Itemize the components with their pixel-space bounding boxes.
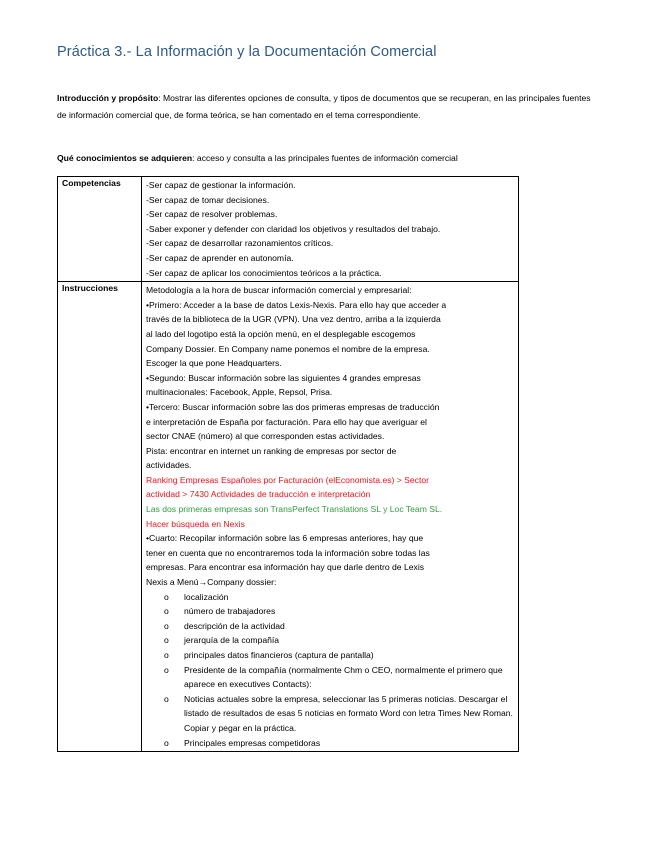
competencia-item: -Ser capaz de desarrollar razonamientos críticos.: [146, 238, 334, 249]
instruction-line: empresas. Para encontrar esa información hay que darle dentro de Lexis: [146, 562, 425, 573]
list-item: [164, 736, 515, 751]
instrucciones-label: Instrucciones: [58, 282, 142, 752]
list-item: [164, 633, 515, 648]
company-dossier-list: [146, 590, 515, 751]
bullet-o: o: [164, 591, 169, 602]
list-item-text: número de trabajadores: [184, 606, 276, 617]
bullet-o: o: [164, 606, 169, 617]
competencias-row: [58, 177, 519, 282]
list-item-text: descripción de la actividad: [184, 620, 285, 631]
instruction-line: Escoger la que pone Headquarters.: [146, 358, 282, 369]
bullet-o: o: [164, 737, 169, 748]
instrucciones-content: [142, 282, 519, 752]
instruction-line: •Primero: Acceder a la base de datos Lexis-Nexis. Para ello hay que acceder a: [146, 299, 447, 310]
list-item: [164, 648, 515, 663]
list-item-text: localización: [184, 591, 229, 602]
nexis-note-red: Hacer búsqueda en Nexis: [146, 518, 245, 529]
knowledge-text: : acceso y consulta a las principales fuentes de información comercial: [192, 153, 458, 163]
ranking-note-red: Ranking Empresas Españoles por Facturación (elEconomista.es) > Sector: [146, 474, 430, 485]
instruction-line: Pista: encontrar en internet un ranking de empresas por sector de: [146, 445, 397, 456]
competencia-item: -Ser capaz de aplicar los conocimientos teóricos a la práctica.: [146, 267, 382, 278]
instrucciones-row: [58, 282, 519, 752]
instruction-line: multinacionales: Facebook, Apple, Repsol, Prisa.: [146, 387, 333, 398]
instruction-line: •Cuarto: Recopilar información sobre las 6 empresas anteriores, hay que: [146, 533, 424, 544]
competencia-item: -Saber exponer y defender con claridad los objetivos y resultados del trabajo.: [146, 223, 441, 234]
competencias-content: [142, 177, 519, 282]
page-title: Práctica 3.- La Información y la Documentación Comercial: [57, 44, 437, 60]
knowledge-paragraph: [57, 150, 602, 167]
list-item-text: Presidente de la compañía (normalmente Chm o CEO, normalmente el primero que aparece en executives Contacts):: [184, 664, 503, 690]
list-item: [164, 663, 515, 692]
list-item-text: jerarquía de la compañía: [184, 635, 280, 646]
intro-label: Introducción y propósito: [57, 93, 159, 103]
instruction-line: •Segundo: Buscar información sobre las siguientes 4 grandes empresas: [146, 372, 421, 383]
list-item: [164, 604, 515, 619]
bullet-o: o: [164, 664, 169, 675]
instruction-line: sector CNAE (número) al que corresponden estas actividades.: [146, 431, 385, 442]
practice-table: [57, 176, 519, 752]
competencia-item: -Ser capaz de resolver problemas.: [146, 209, 278, 220]
list-item-text: principales datos financieros (captura de pantalla): [184, 650, 374, 660]
competencia-item: -Ser capaz de aprender en autonomía.: [146, 252, 294, 263]
instruction-line: través de la biblioteca de la UGR (VPN). Una vez dentro, arriba a la izquierda: [146, 314, 441, 325]
list-item: [164, 590, 515, 605]
list-item-text: Noticias actuales sobre la empresa, seleccionar las 5 primeras noticias. Descargar el listado de resultados de esas 5 noticias en formato Word con letra Times New Roman. Copiar y pegar en la práctica.: [184, 693, 513, 733]
list-item: [164, 619, 515, 634]
instruction-line: tener en cuenta que no encontraremos toda la información sobre todas las: [146, 547, 430, 558]
intro-text: : Mostrar las diferentes opciones de consulta, y tipos de documentos que se recuperan, en las principales fuentes de información comercial que, de forma teórica, se han comentado en el tema correspondiente.: [57, 93, 591, 120]
competencias-label: Competencias: [58, 177, 142, 282]
instruction-line: actividades.: [146, 460, 192, 471]
instruction-line: •Tercero: Buscar información sobre las dos primeras empresas de traducción: [146, 401, 440, 412]
bullet-o: o: [164, 620, 169, 631]
instruction-line: al lado del logotipo está la opción menú, en el desplegable escogemos: [146, 328, 416, 339]
knowledge-label: Qué conocimientos se adquieren: [57, 153, 193, 163]
ranking-note-red: actividad > 7430 Actividades de traducción e interpretación: [146, 489, 371, 500]
instruction-line: e interpretación de España por facturación. Para ello hay que averiguar el: [146, 416, 427, 427]
companies-note-green: Las dos primeras empresas son TransPerfect Translations SL y Loc Team SL.: [146, 504, 443, 515]
list-item-text: Principales empresas competidoras: [184, 737, 321, 748]
competencia-item: -Ser capaz de gestionar la información.: [146, 180, 296, 190]
list-item: [164, 692, 515, 736]
instruction-line: Nexis a Menú→Company dossier:: [146, 577, 277, 588]
bullet-o: o: [164, 635, 169, 646]
instruction-line: Metodología a la hora de buscar información comercial y empresarial:: [146, 285, 412, 296]
bullet-o: o: [164, 693, 169, 704]
bullet-o: o: [164, 650, 169, 660]
instruction-line: Company Dossier. En Company name ponemos el nombre de la empresa.: [146, 343, 430, 354]
intro-paragraph: [57, 90, 602, 123]
competencia-item: -Ser capaz de tomar decisiones.: [146, 194, 270, 205]
